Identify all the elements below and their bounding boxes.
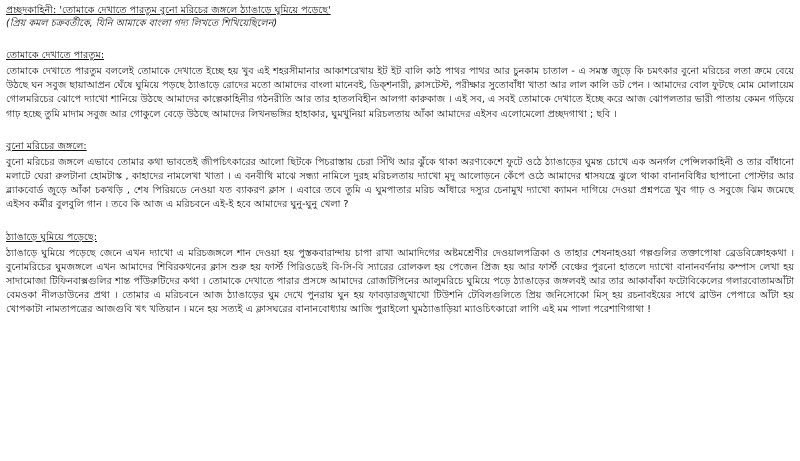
section-paragraph: তোমাকে দেখাতে পারতুম বললেই তোমাকে দেখাতে ইচ্ছে হয় খুব এই শহরসীমানার আকাশরেখায় ইট ইট বালি কাঠ পাথর পাথর আর চুনকাম চাতাল - এ সমস্ত জুড়ে কি চমৎকার বুনো মরিচের লতা ক্রমে বেয়ে উঠছে ঘন সবুজ ছায়াআপ্রন ঘেঁষে ঘুমিয়ে পড়ছে ঠ্যাঙাড়ে রোদের মতো আমাদের বাংলা মানেবই, ডিক্শনারী, ক্লাসটেস্ট, পরীক্ষার সুতোবাঁধা খাতা আর লাল কালি ডট পেন । আমাদের বোল ফুটছে মোম মোলায়েম গোলমরিচের ঝোপে দ্যাখো শানিয়ে উঠছে আমাদের কাল্পেকাহিনীর গঠনরীতি আর তার হাতলবিহীন আলগা কারুকাজ । এই সব, এ সবই তোমাকে দেখাতে ইচ্ছে করে আজ ঝোপলতার ভারী পাতায় কেমন গড়িয়ে গাঢ় হচ্ছে তুমি মাদাম সবুজ আর গোকুলে বেড়ে উঠছে আমাদের লিখনভঙ্গির হাহাকার, ঘুমখুনিয়া মরিচলতায় আঁকা আমাদের এইসব এলোমেলো প্রচ্ছদগাথা ; ছবি । [6, 66, 794, 120]
title-label: প্রচ্ছদকাহিনী: [6, 5, 57, 16]
section-paragraph: বুনো মরিচের জঙ্গলে এভাবে তোমার কথা ভাবতেই জীপচিৎকারের আলো ছিটকে পিচরাস্তায় চেরা সিঁথি আর ঝুঁকে থাকা অরণ্যকেশে ফুটে ওঠে ঠ্যাঙাড়ের ঘুমন্ত চোখে এক অনর্গল পেন্সিলকাহিনী ও তার বাঁধানো মলাটে ঘেরা রুলটানা হোমটাস্ক , কাহাদের নামলেখা খাতা । এ বনবীথি মাঝে সন্ধ্যা নামিলে দুরহ মরিচলতায় দ্যাখো মৃদু আলোড়নে কেঁপে ওঠে আমাদের শ্বাসযন্ত্রে ঝুলে থাকা বানানবিধির ছাপানো পোস্টার আর ব্ল্যাকবোর্ড জুড়ে আঁকা চকখড়ি , শেষ পিরিয়ডে নেওয়া যত ব্যাকরণ ক্লাস । এবারে তবে তুমি এ ঘুমপাতার মরিচ আঁধারে দস্যুর চেনামুখ দ্যাখো ক্যামন দাগিয়ে দেওয়া প্রশ্নপত্রে খুব গাঢ় ও সবুজে ঝিম জমেছে এইসব কর্মীর বুলবুলি গান । তবে কি আজ এ মরিচবনে এই-ই হবে আমাদের ঘুনু-ঘুনু খেলা ? [6, 156, 794, 211]
section-heading: বুনো মরিচের জঙ্গলে: [6, 140, 87, 152]
section-heading: ঠ্যাঙাড়ে ঘুমিয়ে পড়েছে: [6, 231, 97, 243]
section-1 [6, 49, 794, 122]
section-paragraph: ঠ্যাঙাড়ে ঘুমিয়ে পড়েছে জেনে এখন দ্যাখো এ মরিচজঙ্গলে শান দেওয়া হয় পুস্তকবারান্দায় চাপা রাখা আমাদিগের অষ্টমশ্রেণীর দেওয়ালপত্রিকা ও তাহার শেষনাহওয়া গল্পগুলির তক্তাপোষা ব্রেডবিক্রোহকথা । বুনোমরিচের ঘুমজঙ্গলে এখন আমাদের শিবিরকথনের ক্লাস শুরু হয় ফার্স্ট পিরিওডেই বি-সি-বি স্যারের রোলকল হয় পেজেন প্রিজ হয় আর ফার্স্ট বেঞ্চের পুরনো হাতলে দ্যাখো বানানবর্ণনায় কম্পাস লেখা হয় সাদামোজা টিফিনবাক্সগুলির শান্ত পাঁউরুটিদের কথা । তোমাকে দেখাতে পারার প্রসঙ্গে আমাদের রোজটিপিনের আলুমরিচে ঘুমিয়ে পড়ে ঠ্যাঙাড়ের জঙ্গলবই আর তার আকাবাঁকা ফটোবিকেলের গলারবোতামআঁটা বেমওকা নীলডাউনের প্রথা । তোমার এ মরিচবনে আজ ঠ্যাঙাড়ের ঘুম দেখে পুনরায় ঘুন হয় ফাবড়ারজুখাখো টিউশনি টেবিলগুলিতে প্রিয় জনিসোকো মিস্ হয় রচনাবইয়ের সাথে ব্রাউন পেপারে আঁটা হয় খোপকাটা নামতাপত্রের আজগুবি খৎ খতিয়ান । মনে হয় সত্যই এ ক্লাসঘরের বানানবোধ্যায় আজি পুরাইলো ঘুমঠ্যাঙাড়িয়া ম্যাওচিৎকারো লাগি এই মম পালা পরেশাণিগাথা ! [6, 247, 794, 316]
dedication-line: (প্রিয় কমল চক্রবর্তীকে, যিনি আমাকে বাংলা গদ্য লিখতে শিখিয়েছিলেন) [6, 18, 278, 29]
section-3 [6, 231, 794, 318]
title-text: 'তোমাকে দেখাতে পারতুম বুনো মরিচের জঙ্গলে ঠ্যাঙাড়ে ঘুমিয়ে পড়েছে' [56, 5, 331, 16]
document-title [6, 4, 794, 17]
section-heading: তোমাকে দেখাতে পারতুম: [6, 50, 105, 61]
section-2 [6, 140, 794, 213]
